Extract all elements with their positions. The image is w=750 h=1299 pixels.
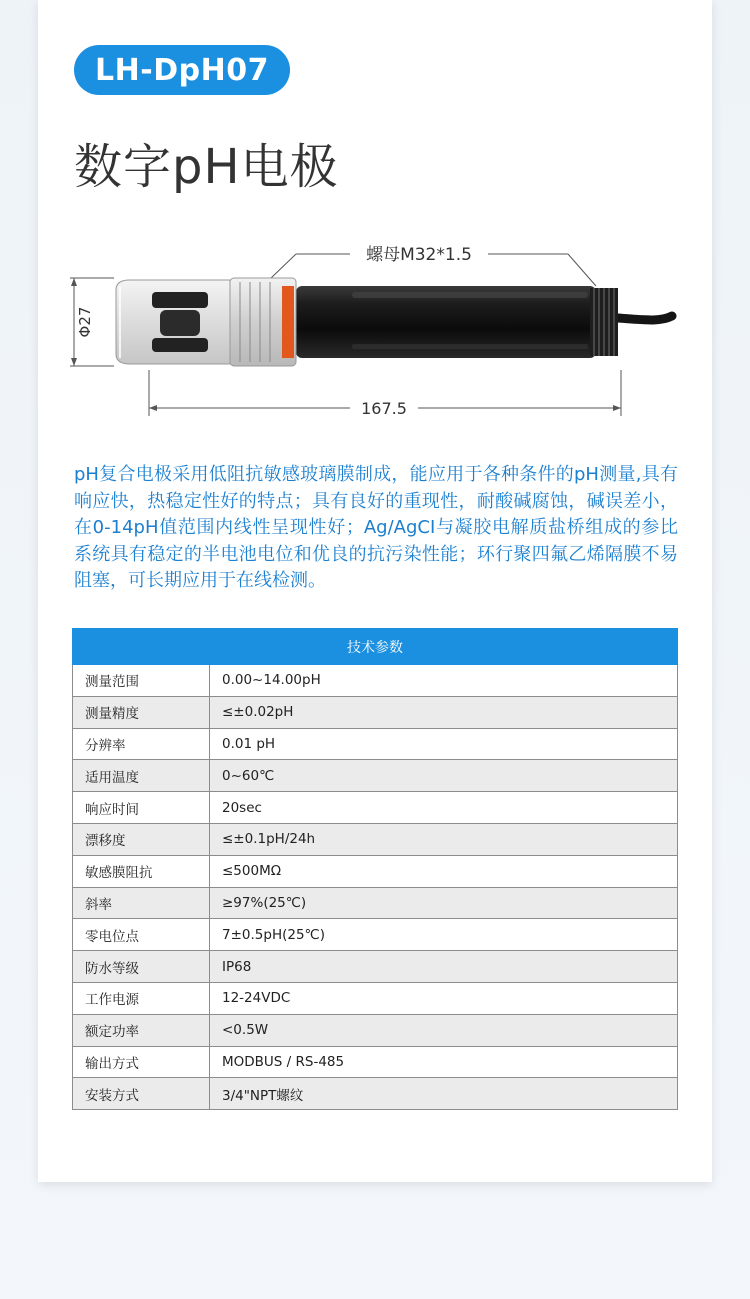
spec-value: ≤500MΩ <box>210 855 678 887</box>
model-label: LH-DpH07 <box>95 52 269 88</box>
table-row <box>73 1014 678 1046</box>
spec-key: 适用温度 <box>73 760 210 792</box>
table-row <box>73 1078 678 1110</box>
spec-value: ≤±0.02pH <box>210 696 678 728</box>
spec-value: 0~60℃ <box>210 760 678 792</box>
table-row <box>73 665 678 697</box>
transparent-collar <box>230 278 296 366</box>
spec-value: IP68 <box>210 951 678 983</box>
table-row <box>73 823 678 855</box>
spec-value: ≥97%(25℃) <box>210 887 678 919</box>
spec-value: 3/4"NPT螺纹 <box>210 1078 678 1110</box>
spec-key: 测量范围 <box>73 665 210 697</box>
spec-key: 工作电源 <box>73 982 210 1014</box>
thread-end <box>590 288 618 356</box>
spec-value: 0.01 pH <box>210 728 678 760</box>
cable <box>618 316 672 320</box>
spec-key: 零电位点 <box>73 919 210 951</box>
spec-key: 防水等级 <box>73 951 210 983</box>
spec-value: MODBUS / RS-485 <box>210 1046 678 1078</box>
table-row <box>73 982 678 1014</box>
spec-table-header: 技术参数 <box>73 629 678 665</box>
table-row <box>73 919 678 951</box>
table-row <box>73 728 678 760</box>
length-dimension <box>149 370 621 418</box>
table-row <box>73 792 678 824</box>
spec-value: <0.5W <box>210 1014 678 1046</box>
product-description: pH复合电极采用低阻抗敏感玻璃膜制成，能应用于各种条件的pH测量,具有响应快，热稳定性好的特点；具有良好的重现性，耐酸碱腐蚀，碱误差小，在0-14pH值范围内线性呈现性好；Ag/AgCI与凝胶电解质盐桥组成的参比系统具有稳定的半电池电位和优良的抗污染性能；环行聚四氟乙烯隔膜不易阻塞，可长期应用于在线检测。 <box>74 464 678 591</box>
spec-value: 20sec <box>210 792 678 824</box>
page-title: 数字pH电极 <box>74 139 339 195</box>
tip-cap <box>116 280 230 364</box>
spec-key: 额定功率 <box>73 1014 210 1046</box>
table-row <box>73 855 678 887</box>
table-row <box>73 1046 678 1078</box>
spec-key: 响应时间 <box>73 792 210 824</box>
spec-table <box>72 628 678 1110</box>
spec-key: 输出方式 <box>73 1046 210 1078</box>
thread-callout <box>270 245 596 286</box>
table-row <box>73 951 678 983</box>
spec-value: 7±0.5pH(25℃) <box>210 919 678 951</box>
thread-label: 螺母M32*1.5 <box>366 245 472 265</box>
spec-key: 漂移度 <box>73 823 210 855</box>
spec-key: 安装方式 <box>73 1078 210 1110</box>
spec-key: 测量精度 <box>73 696 210 728</box>
length-label: 167.5 <box>361 399 407 418</box>
spec-value: ≤±0.1pH/24h <box>210 823 678 855</box>
table-row <box>73 760 678 792</box>
spec-key: 敏感膜阻抗 <box>73 855 210 887</box>
table-row <box>73 887 678 919</box>
model-badge <box>74 45 290 95</box>
diameter-dimension <box>70 278 114 366</box>
spec-key: 斜率 <box>73 887 210 919</box>
spec-table-header-row <box>73 629 678 665</box>
spec-key: 分辨率 <box>73 728 210 760</box>
electrode-diagram <box>60 230 690 430</box>
spec-value: 12-24VDC <box>210 982 678 1014</box>
table-row <box>73 696 678 728</box>
spec-value: 0.00~14.00pH <box>210 665 678 697</box>
diameter-label: Φ27 <box>76 306 94 338</box>
